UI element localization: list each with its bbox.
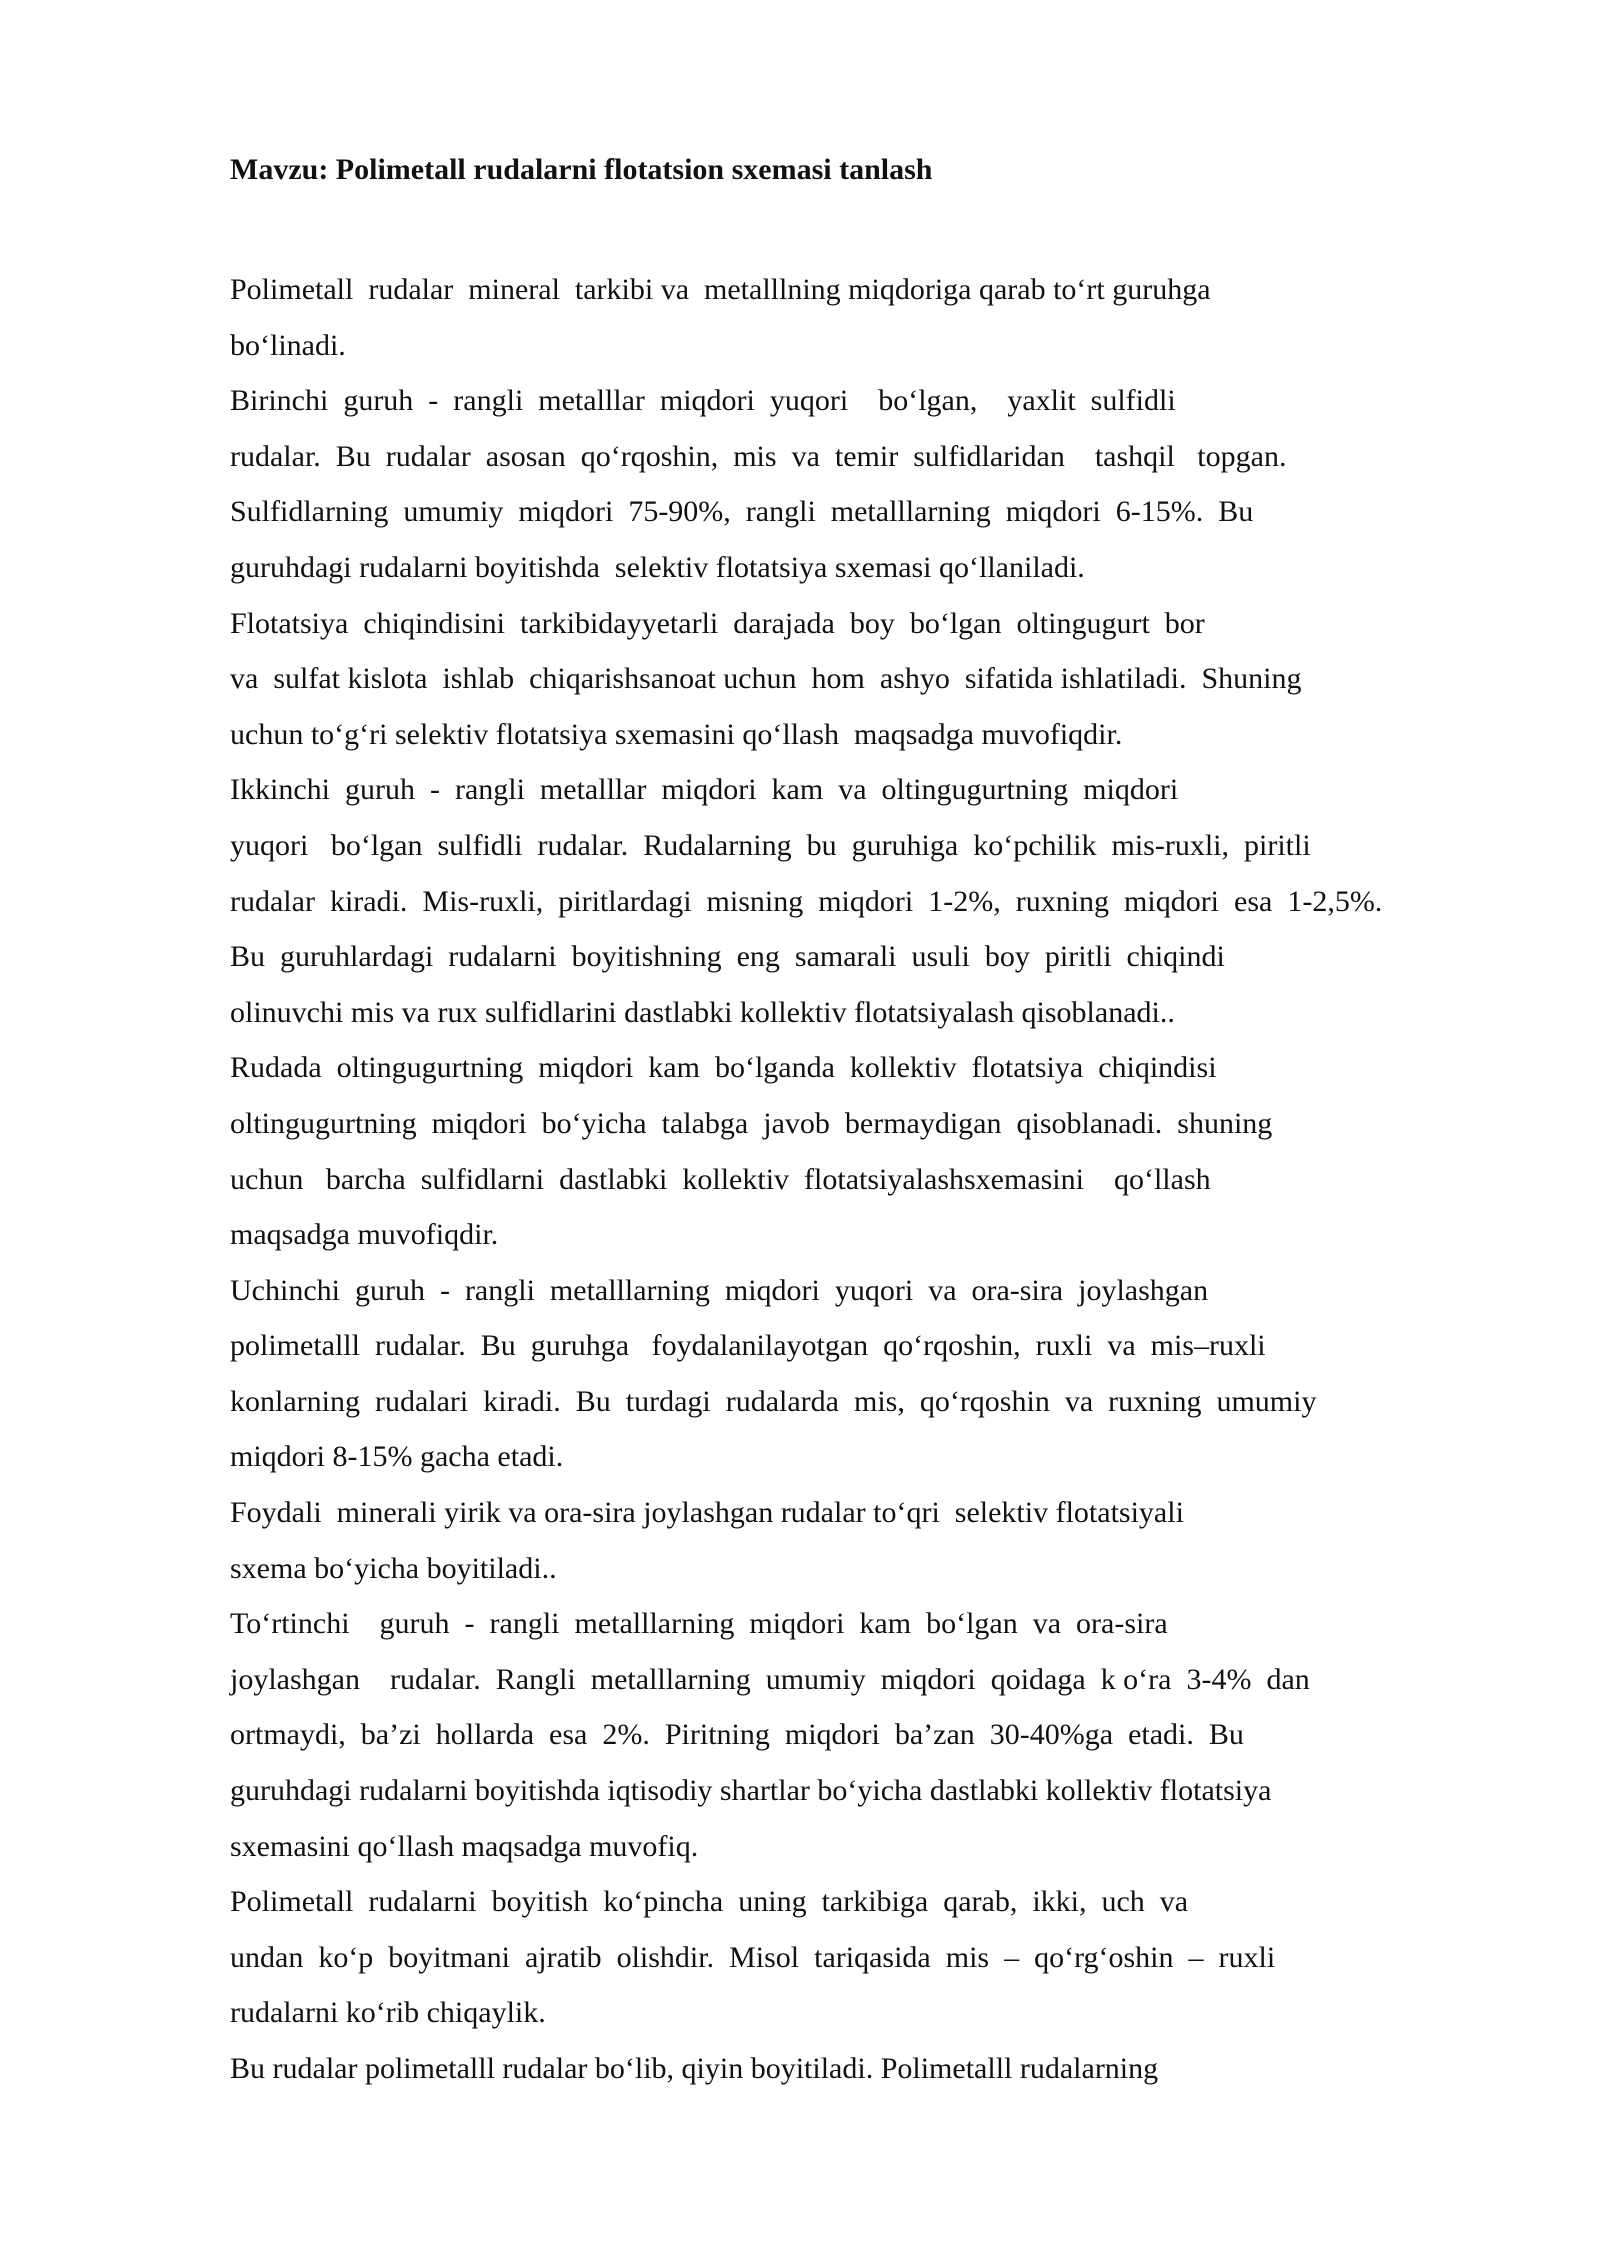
text-line: undan ko‘p boyitmani ajratib olishdir. Misol tariqasida mis – qo‘rg‘oshin – ruxli [230, 1940, 1276, 1974]
text-line: Rudada oltingugurtning miqdori kam bo‘lganda kollektiv flotatsiya chiqindisi [230, 1051, 1217, 1085]
text-line: rudalar kiradi. Mis-ruxli, piritlardagi misning miqdori 1-2%, ruxning miqdori esa 1-2,5%. [230, 884, 1383, 918]
document-title: Mavzu: Polimetall rudalarni flotatsion sxemasi tanlash [230, 153, 933, 186]
document-body [230, 262, 1530, 2097]
text-line: uchun to‘g‘ri selektiv flotatsiya sxemasini qo‘llash maqsadga muvofiqdir. [230, 717, 1123, 751]
text-line: va sulfat kislota ishlab chiqarishsanoat uchun hom ashyo sifatida ishlatiladi. Shuning [230, 662, 1302, 696]
text-line: konlarning rudalari kiradi. Bu turdagi rudalarda mis, qo‘rqoshin va ruxning umumiy [230, 1384, 1317, 1418]
text-line: guruhdagi rudalarni boyitishda iqtisodiy shartlar bo‘yicha dastlabki kollektiv flotatsiya [230, 1774, 1272, 1808]
text-line: bo‘linadi. [230, 328, 346, 362]
text-line: sxemasini qo‘llash maqsadga muvofiq. [230, 1829, 699, 1863]
text-line: ortmaydi, ba’zi hollarda esa 2%. Piritning miqdori ba’zan 30-40%ga etadi. Bu [230, 1718, 1244, 1752]
text-line: rudalarni ko‘rib chiqaylik. [230, 1996, 546, 2030]
text-line: Ikkinchi guruh - rangli metalllar miqdori kam va oltingugurtning miqdori [230, 773, 1179, 807]
text-line: uchun barcha sulfidlarni dastlabki kollektiv flotatsiyalashsxemasini qo‘llash [230, 1162, 1211, 1196]
text-line: yuqori bo‘lgan sulfidli rudalar. Rudalarning bu guruhiga ko‘pchilik mis-ruxli, piritli [230, 828, 1311, 862]
text-line: sxema bo‘yicha boyitiladi.. [230, 1551, 557, 1585]
text-line: guruhdagi rudalarni boyitishda selektiv flotatsiya sxemasi qo‘llaniladi. [230, 550, 1085, 584]
text-line: Bu rudalar polimetalll rudalar bo‘lib, qiyin boyitiladi. Polimetalll rudalarning [230, 2052, 1159, 2085]
text-line: Polimetall rudalar mineral tarkibi va metalllning miqdoriga qarab to‘rt guruhga [230, 273, 1211, 306]
text-line: Birinchi guruh - rangli metalllar miqdori yuqori bo‘lgan, yaxlit sulfidli [230, 384, 1176, 418]
text-line: oltingugurtning miqdori bo‘yicha talabga javob bermaydigan qisoblanadi. shuning [230, 1106, 1273, 1140]
text-line: Flotatsiya chiqindisini tarkibidayyetarli darajada boy bo‘lgan oltingugurt bor [230, 606, 1205, 640]
text-line: Bu guruhlardagi rudalarni boyitishning eng samarali usuli boy piritli chiqindi [230, 940, 1225, 974]
text-line: joylashgan rudalar. Rangli metalllarning umumiy miqdori qoidaga k o‘ra 3-4% dan [230, 1662, 1310, 1696]
text-line: polimetalll rudalar. Bu guruhga foydalanilayotgan qo‘rqoshin, ruxli va mis–ruxli [230, 1329, 1266, 1363]
text-line: maqsadga muvofiqdir. [230, 1218, 499, 1252]
text-line: olinuvchi mis va rux sulfidlarini dastlabki kollektiv flotatsiyalash qisoblanadi.. [230, 995, 1175, 1029]
text-line: Sulfidlarning umumiy miqdori 75-90%, rangli metalllarning miqdori 6-15%. Bu [230, 495, 1254, 529]
text-line: To‘rtinchi guruh - rangli metalllarning miqdori kam bo‘lgan va ora-sira [230, 1607, 1168, 1641]
text-line: rudalar. Bu rudalar asosan qo‘rqoshin, mis va temir sulfidlaridan tashqil topgan. [230, 439, 1287, 473]
text-line: Foydali minerali yirik va ora-sira joylashgan rudalar to‘qri selektiv flotatsiyali [230, 1496, 1184, 1530]
text-line: Uchinchi guruh - rangli metalllarning miqdori yuqori va ora-sira joylashgan [230, 1273, 1209, 1307]
text-line: Polimetall rudalarni boyitish ko‘pincha uning tarkibiga qarab, ikki, uch va [230, 1885, 1189, 1919]
text-line: miqdori 8-15% gacha etadi. [230, 1440, 564, 1474]
